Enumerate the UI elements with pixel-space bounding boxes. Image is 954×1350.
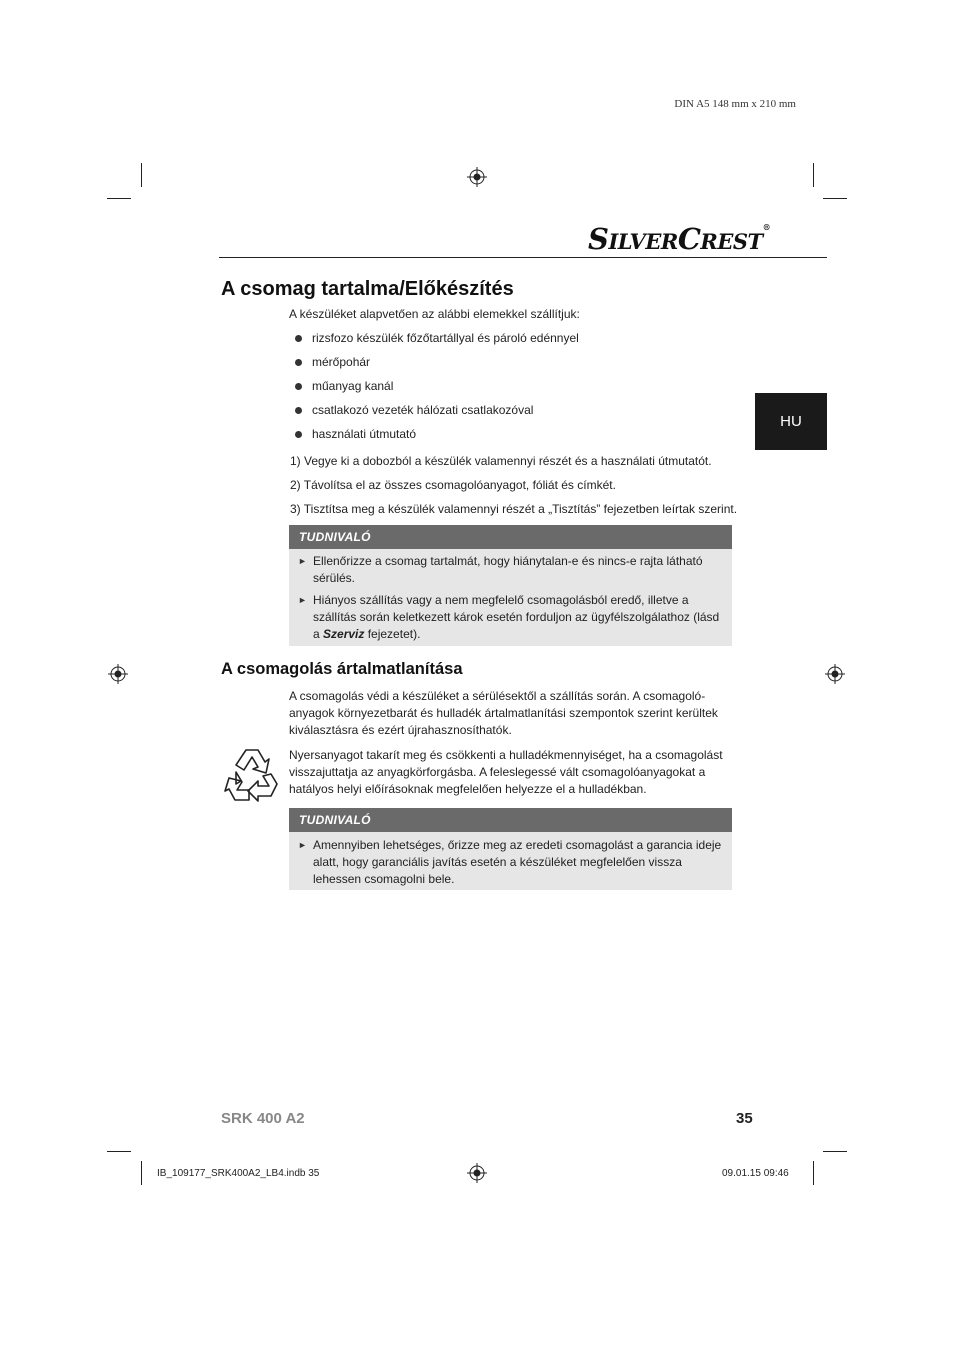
print-datetime: 09.01.15 09:46 xyxy=(722,1168,789,1179)
registration-mark-icon xyxy=(825,664,845,684)
section-title: A csomagolás ártalmatlanítása xyxy=(221,660,463,678)
header-rule xyxy=(219,257,827,258)
list-item: mérőpohár xyxy=(295,354,370,371)
section-title: A csomag tartalma/Előkészítés xyxy=(221,278,514,300)
arrow-icon: ► xyxy=(298,840,307,850)
page-number: 35 xyxy=(736,1110,753,1127)
step-item: 1) Vegye ki a dobozból a készülék valamennyi részét és a használati útmutatót. xyxy=(290,454,712,468)
crop-mark xyxy=(823,198,847,199)
crop-mark xyxy=(823,1151,847,1152)
list-item: rizsfozo készülék főzőtartállyal és pároló edénnyel xyxy=(295,330,579,347)
model-number: SRK 400 A2 xyxy=(221,1110,305,1127)
note-box xyxy=(289,525,732,646)
step-item: 2) Távolítsa el az összes csomagolóanyagot, fóliát és címkét. xyxy=(290,478,616,492)
crop-mark xyxy=(107,1151,131,1152)
recycle-icon xyxy=(224,746,284,804)
crop-mark xyxy=(813,1161,814,1185)
language-tab: HU xyxy=(755,393,827,450)
crop-mark xyxy=(107,198,131,199)
list-item: csatlakozó vezeték hálózati csatlakozóval xyxy=(295,402,533,419)
arrow-icon: ► xyxy=(298,556,307,566)
brand-logo: SILVERCREST® xyxy=(588,222,771,256)
list-item: műanyag kanál xyxy=(295,378,393,395)
note-box xyxy=(289,808,732,890)
arrow-icon: ► xyxy=(298,595,307,605)
step-item: 3) Tisztítsa meg a készülék valamennyi részét a „Tisztítás” fejezetben leírtak szerint. xyxy=(290,502,738,516)
intro-text: A készüléket alapvetően az alábbi elemekkel szállítjuk: xyxy=(289,307,580,321)
page-format-label: DIN A5 148 mm x 210 mm xyxy=(674,98,796,110)
bullet-icon xyxy=(295,431,302,438)
registration-mark-icon xyxy=(108,664,128,684)
note-item: ► Ellenőrizze a csomag tartalmát, hogy hiánytalan-e és nincs-e rajta látható sérülés. xyxy=(298,554,703,585)
registration-mark-icon xyxy=(467,1163,487,1183)
list-item: használati útmutató xyxy=(295,426,416,443)
paragraph: Nyersanyagot takarít meg és csökkenti a hulladékmennyiséget, ha a csomagolást visszajuttatja az anyagkörforgásba. A feleslegessé vált csomagolóanyagokat a hatályos helyi előírásoknak megfelelően helyezze el a hulladékban. xyxy=(289,748,723,796)
note-item: ► Amennyiben lehetséges, őrizze meg az eredeti csomagolást a garancia ideje alatt, hogy garanciális javítás esetén a készüléket megfelelően vissza lehessen csomagolni bele. xyxy=(298,838,722,886)
crop-mark xyxy=(141,163,142,187)
note-heading: TUDNIVALÓ xyxy=(289,525,732,549)
crop-mark xyxy=(813,163,814,187)
paragraph: A csomagolás védi a készüléket a sérülésektől a szállítás során. A csomagolóanyagok környezetbarát és hulladék ártalmatlanítási szempontok szerint kerültek kiválasztásra és ezért újrahasznosíthatók. xyxy=(289,689,718,737)
note-heading: TUDNIVALÓ xyxy=(289,808,732,832)
note-item: ► Hiányos szállítás vagy a nem megfelelő csomagolásból eredő, illetve a szállítás során keletkezett károk esetén forduljon az ügyfélszolgálathoz (lásd a Szerviz fejezetet). xyxy=(298,593,720,641)
bullet-icon xyxy=(295,383,302,390)
registration-mark-icon xyxy=(467,167,487,187)
bullet-icon xyxy=(295,407,302,414)
file-slug: IB_109177_SRK400A2_LB4.indb 35 xyxy=(157,1168,320,1179)
bullet-icon xyxy=(295,359,302,366)
bullet-icon xyxy=(295,335,302,342)
crop-mark xyxy=(141,1161,142,1185)
